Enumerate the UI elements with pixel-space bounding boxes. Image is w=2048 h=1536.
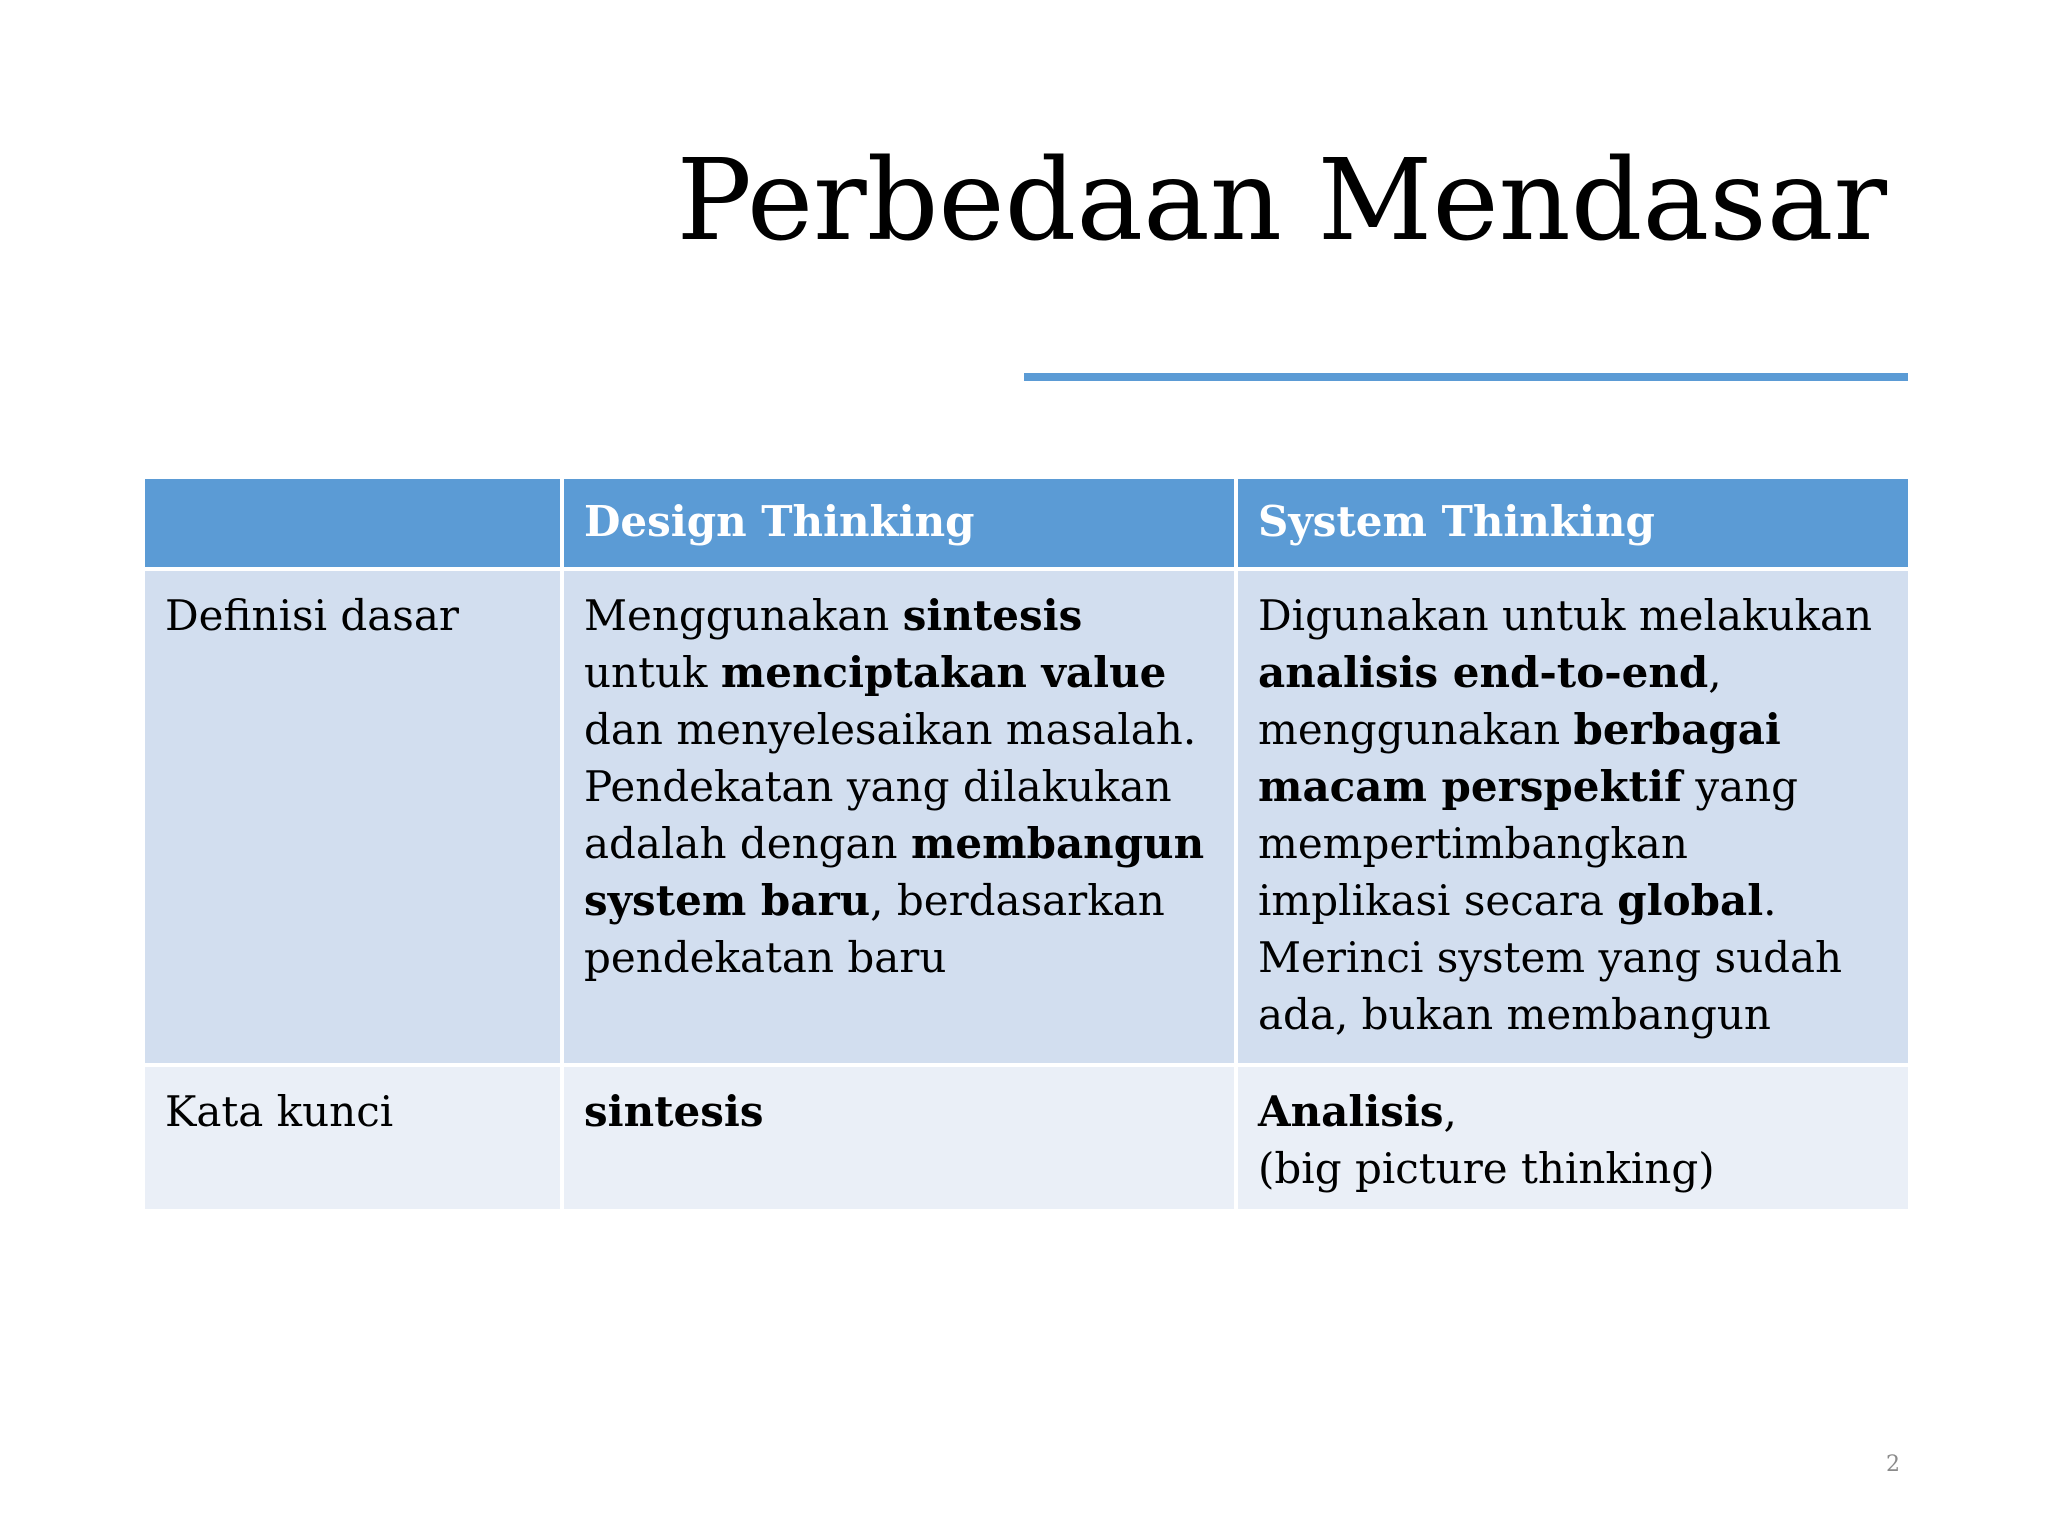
title-underline bbox=[1024, 373, 1908, 381]
header-design-thinking: Design Thinking bbox=[562, 477, 1236, 569]
cell-system-kata-kunci bbox=[1236, 1065, 1910, 1211]
cell-system-definisi bbox=[1236, 569, 1910, 1065]
system-kata-kunci-text: Analisis, (big picture thinking) bbox=[1258, 1087, 1715, 1193]
design-kata-kunci-text bbox=[584, 1083, 1214, 1140]
slide-title: Perbedaan Mendasar bbox=[676, 136, 1887, 266]
bold-run: sintesis bbox=[902, 591, 1083, 640]
cell-design-definisi bbox=[562, 569, 1236, 1065]
page-number: 2 bbox=[1886, 1452, 1900, 1477]
header-system-thinking: System Thinking bbox=[1236, 477, 1910, 569]
bold-run: global bbox=[1617, 876, 1764, 925]
row-label-definisi-dasar: Definisi dasar bbox=[143, 569, 562, 1065]
table-row-kata-kunci bbox=[143, 1065, 1910, 1211]
bold-run: berbagai macam perspektif bbox=[1258, 705, 1781, 811]
bold-run: sintesis bbox=[584, 1087, 764, 1136]
bold-run: membangun system baru bbox=[584, 819, 1205, 925]
system-definisi-text: Digunakan untuk melakukan analisis end-to-end, menggunakan berbagai macam perspektif yang mempertimbangkan implikasi secara global. Merinci system yang sudah ada, bukan membangun bbox=[1258, 591, 1873, 1039]
design-definisi-text: Menggunakan sintesis untuk menciptakan value dan menyelesaikan masalah. Pendekatan yang dilakukan adalah dengan membangun system baru, berdasarkan pendekatan baru bbox=[584, 591, 1205, 982]
bold-run: menciptakan value bbox=[720, 648, 1167, 697]
table-row-definisi-dasar bbox=[143, 569, 1910, 1065]
comparison-table bbox=[141, 475, 1912, 1213]
cell-design-kata-kunci bbox=[562, 1065, 1236, 1211]
header-empty-cell bbox=[143, 477, 562, 569]
row-label-kata-kunci: Kata kunci bbox=[143, 1065, 562, 1211]
table-header-row bbox=[143, 477, 1910, 569]
bold-run: Analisis bbox=[1258, 1087, 1444, 1136]
bold-run: analisis end-to-end bbox=[1258, 648, 1709, 697]
